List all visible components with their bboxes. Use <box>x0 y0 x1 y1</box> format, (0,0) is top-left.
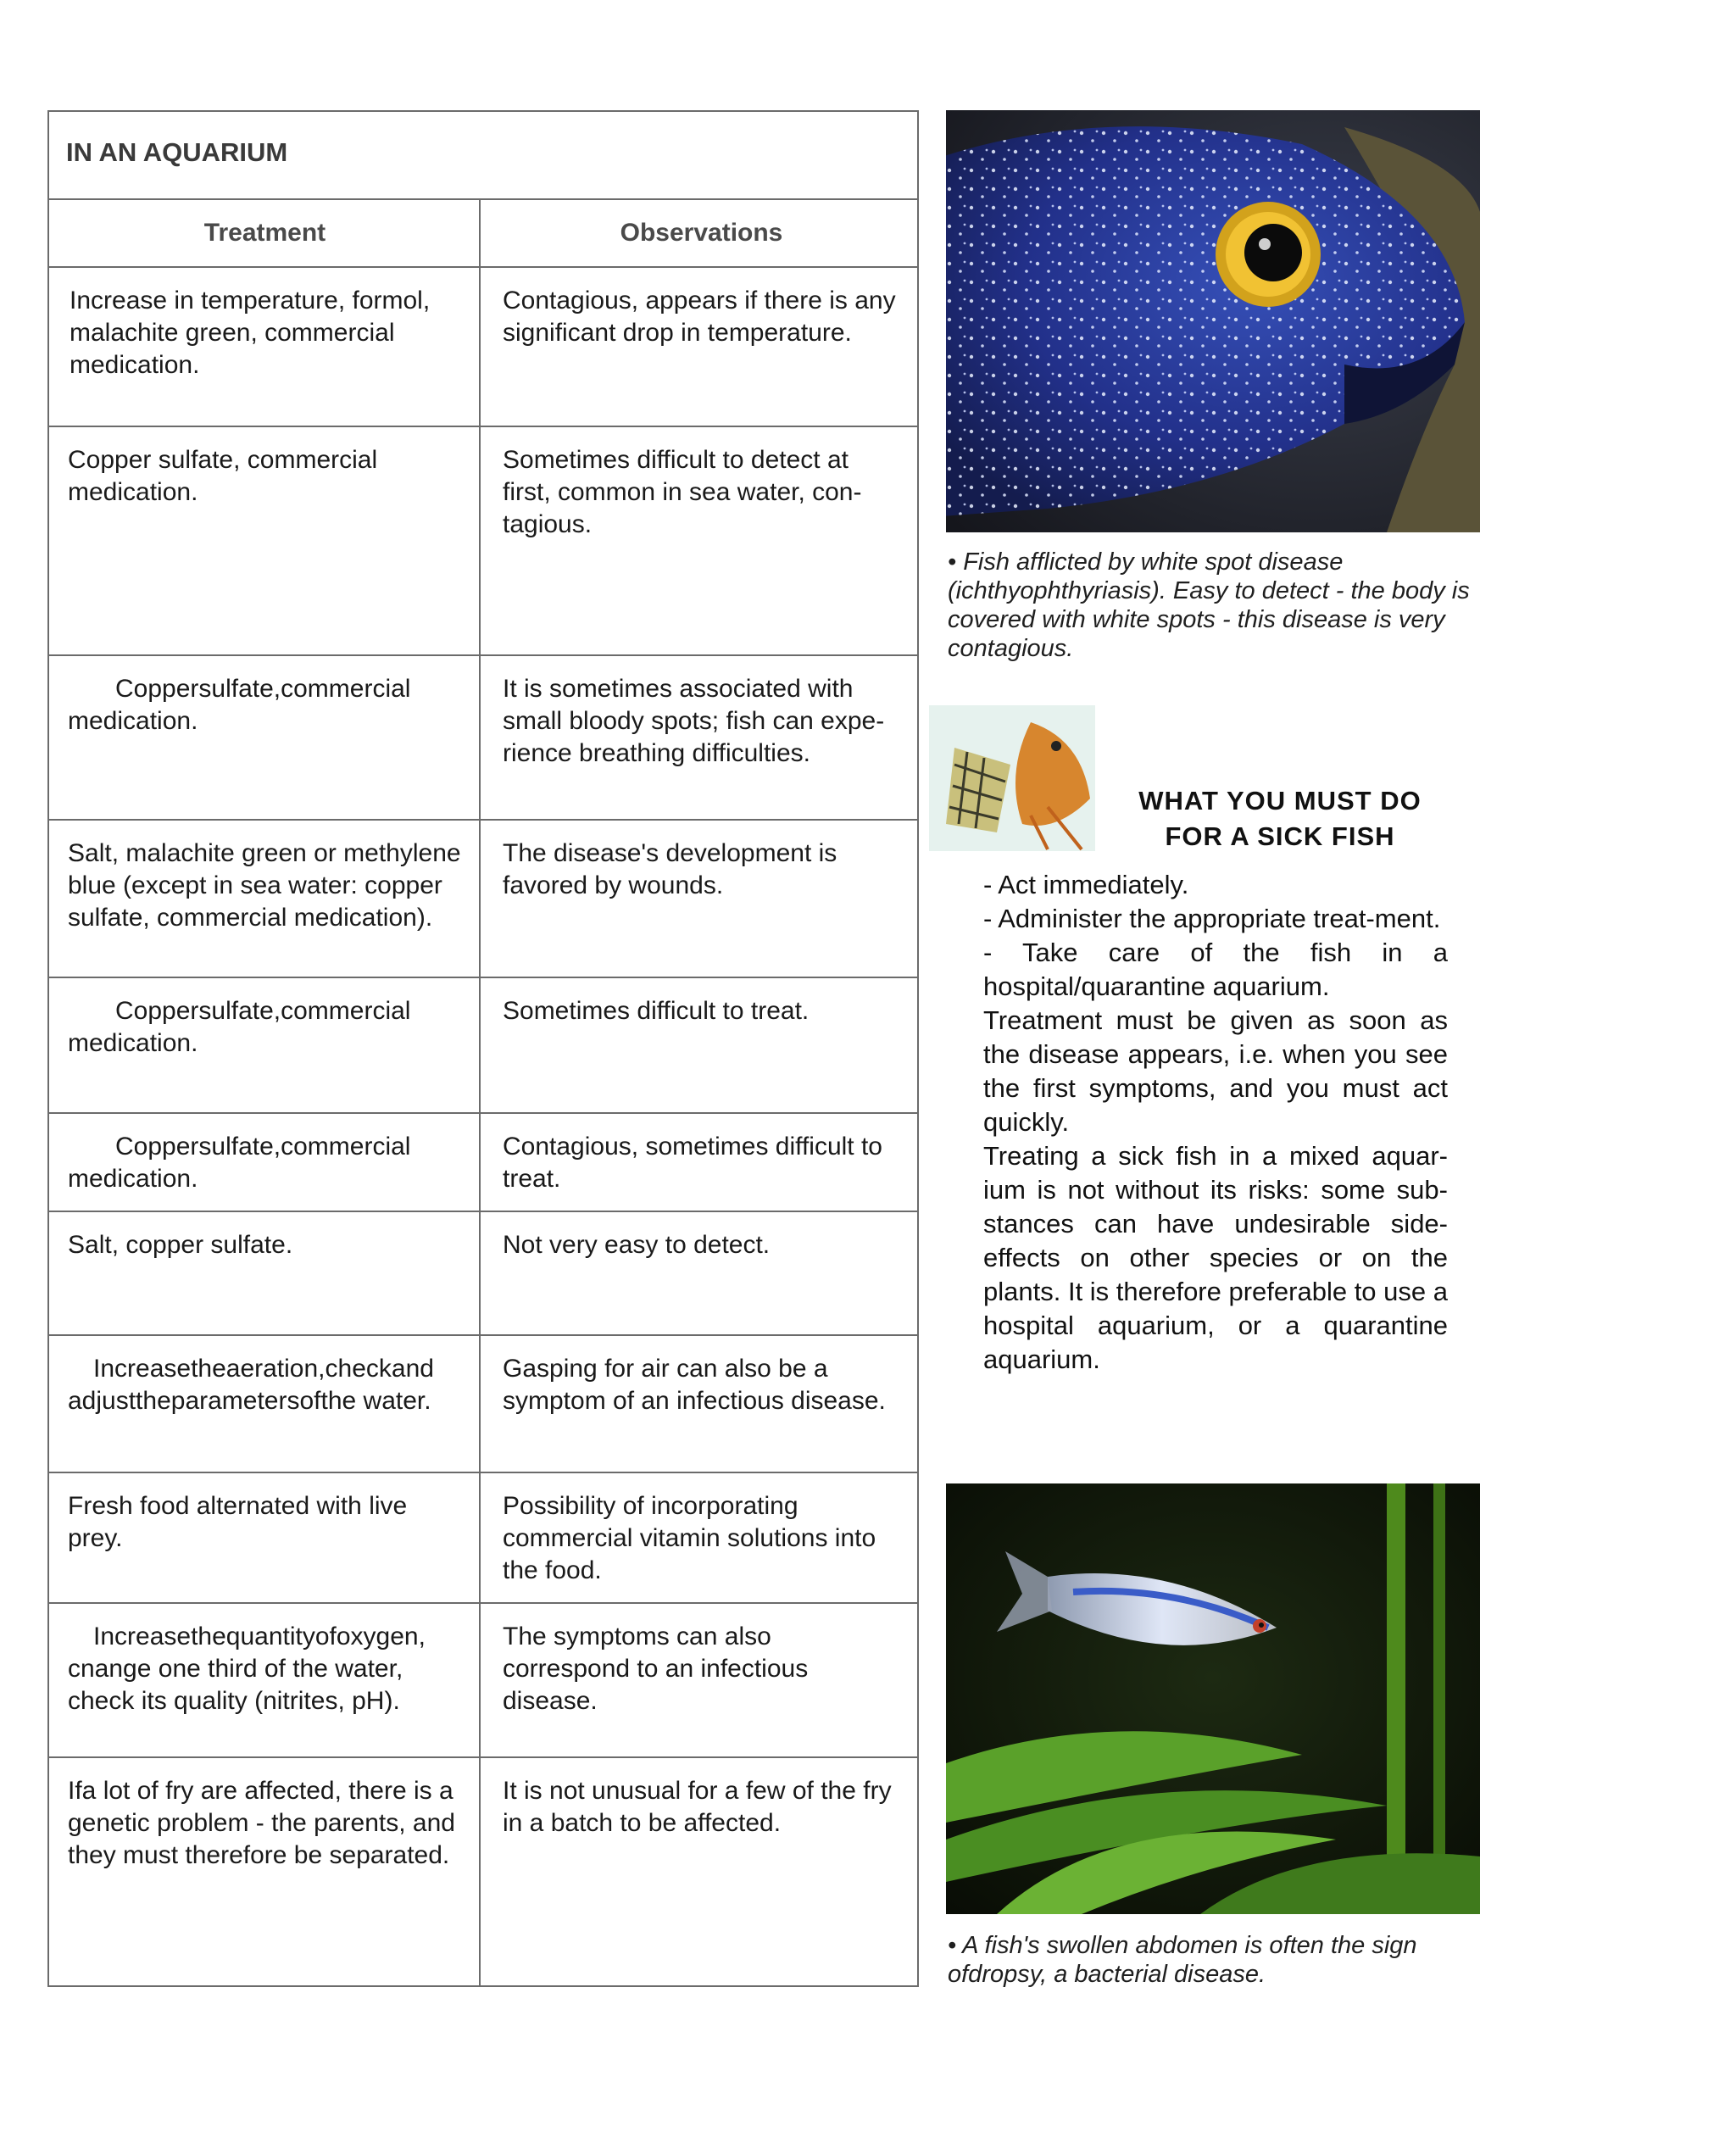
observation-cell: The disease's development is favored by wounds. <box>503 839 837 899</box>
table-row <box>49 656 917 821</box>
sick-fish-heading-line2: FOR A SICK FISH <box>1165 821 1395 851</box>
sick-fish-instructions <box>983 868 1448 1377</box>
table-row <box>49 1212 917 1336</box>
dropsy-caption: • A fish's swollen abdomen is often the sign ofdropsy, a bacterial disease. <box>948 1932 1417 1988</box>
treatment-cell: Coppersulfate,commercial medication. <box>49 1114 481 1211</box>
sick-fish-heading <box>1102 783 1458 854</box>
treatment-cell: Coppersulfate,commercial medication. <box>49 656 481 819</box>
white-spot-fish-photo <box>946 110 1480 532</box>
treatment-cell: Coppersulfate,commercial medication. <box>49 978 481 1112</box>
table-row <box>49 268 917 427</box>
instruction-paragraph: Treating a sick fish in a mixed aquar-ium is not without its risks: some sub-stances can have undesirable side-effects on other species or on the plants. It is therefore preferable to use a hospital aquarium, or a quarantine aquarium. <box>983 1141 1448 1374</box>
dropsy-fish-photo <box>946 1483 1480 1914</box>
table-header-row <box>49 200 917 268</box>
disease-treatment-table <box>47 110 919 1987</box>
table-row <box>49 1758 917 1985</box>
table-row <box>49 1114 917 1212</box>
observation-cell: Possibility of incorporating commercial vitamin solutions into the food. <box>503 1492 876 1584</box>
treatment-cell: Increase in temperature, formol, malachite green, commercial medication. <box>49 268 481 426</box>
treatment-cell: Copper sulfate, commercial medication. <box>49 427 481 654</box>
treatment-cell: Increasethequantityofoxygen, cnange one third of the water, check its quality (nitrites, pH). <box>49 1604 481 1756</box>
white-spot-caption: • Fish afflicted by white spot disease (ichthyophthyriasis). Easy to detect - the body is covered with white spots - this disease is very contagious. <box>948 548 1470 662</box>
observation-cell: It is not unusual for a few of the fry in a batch to be affected. <box>503 1777 892 1837</box>
table-row <box>49 978 917 1114</box>
observation-cell: Sometimes difficult to treat. <box>503 997 810 1025</box>
instruction-item: - Administer the appropriate treat-ment. <box>983 904 1441 933</box>
observation-cell: Gasping for air can also be a symptom of an infectious disease. <box>503 1355 886 1415</box>
table-row <box>49 821 917 978</box>
table-row <box>49 427 917 656</box>
observation-cell: Contagious, sometimes difficult to treat. <box>503 1133 882 1193</box>
observation-cell: Contagious, appears if there is any significant drop in temperature. <box>503 287 896 347</box>
observation-cell: Sometimes difficult to detect at first, common in sea water, con-tagious. <box>503 446 862 538</box>
observation-cell: It is sometimes associated with small bloody spots; fish can expe-rience breathing difficulties. <box>503 675 885 767</box>
observation-cell: Not very easy to detect. <box>503 1231 771 1259</box>
treatment-cell: Ifa lot of fry are affected, there is a genetic problem - the parents, and they must therefore be separated. <box>49 1758 481 1985</box>
instruction-paragraph: Treatment must be given as soon as the disease appears, i.e. when you see the first symptoms, and you must act quickly. <box>983 1005 1448 1137</box>
table-row <box>49 1336 917 1473</box>
instruction-item: - Act immediately. <box>983 870 1189 899</box>
treatment-cell: Salt, malachite green or methylene blue (except in sea water: copper sulfate, commercial medication). <box>49 821 481 977</box>
table-row <box>49 1604 917 1758</box>
observation-cell: The symptoms can also correspond to an infectious disease. <box>503 1623 809 1715</box>
snail-illustration <box>929 705 1095 851</box>
treatment-cell: Salt, copper sulfate. <box>49 1212 481 1334</box>
sick-fish-heading-line1: WHAT YOU MUST DO <box>1138 786 1422 815</box>
header-observations: Observations <box>620 219 783 247</box>
treatment-cell: Fresh food alternated with live prey. <box>49 1473 481 1602</box>
instruction-item: - Take care of the fish in a hospital/quarantine aquarium. <box>983 938 1448 1001</box>
header-treatment: Treatment <box>49 200 481 266</box>
treatment-cell: Increasetheaeration,checkand adjusttheparametersofthe water. <box>49 1336 481 1472</box>
table-title: IN AN AQUARIUM <box>49 112 917 200</box>
table-row <box>49 1473 917 1604</box>
